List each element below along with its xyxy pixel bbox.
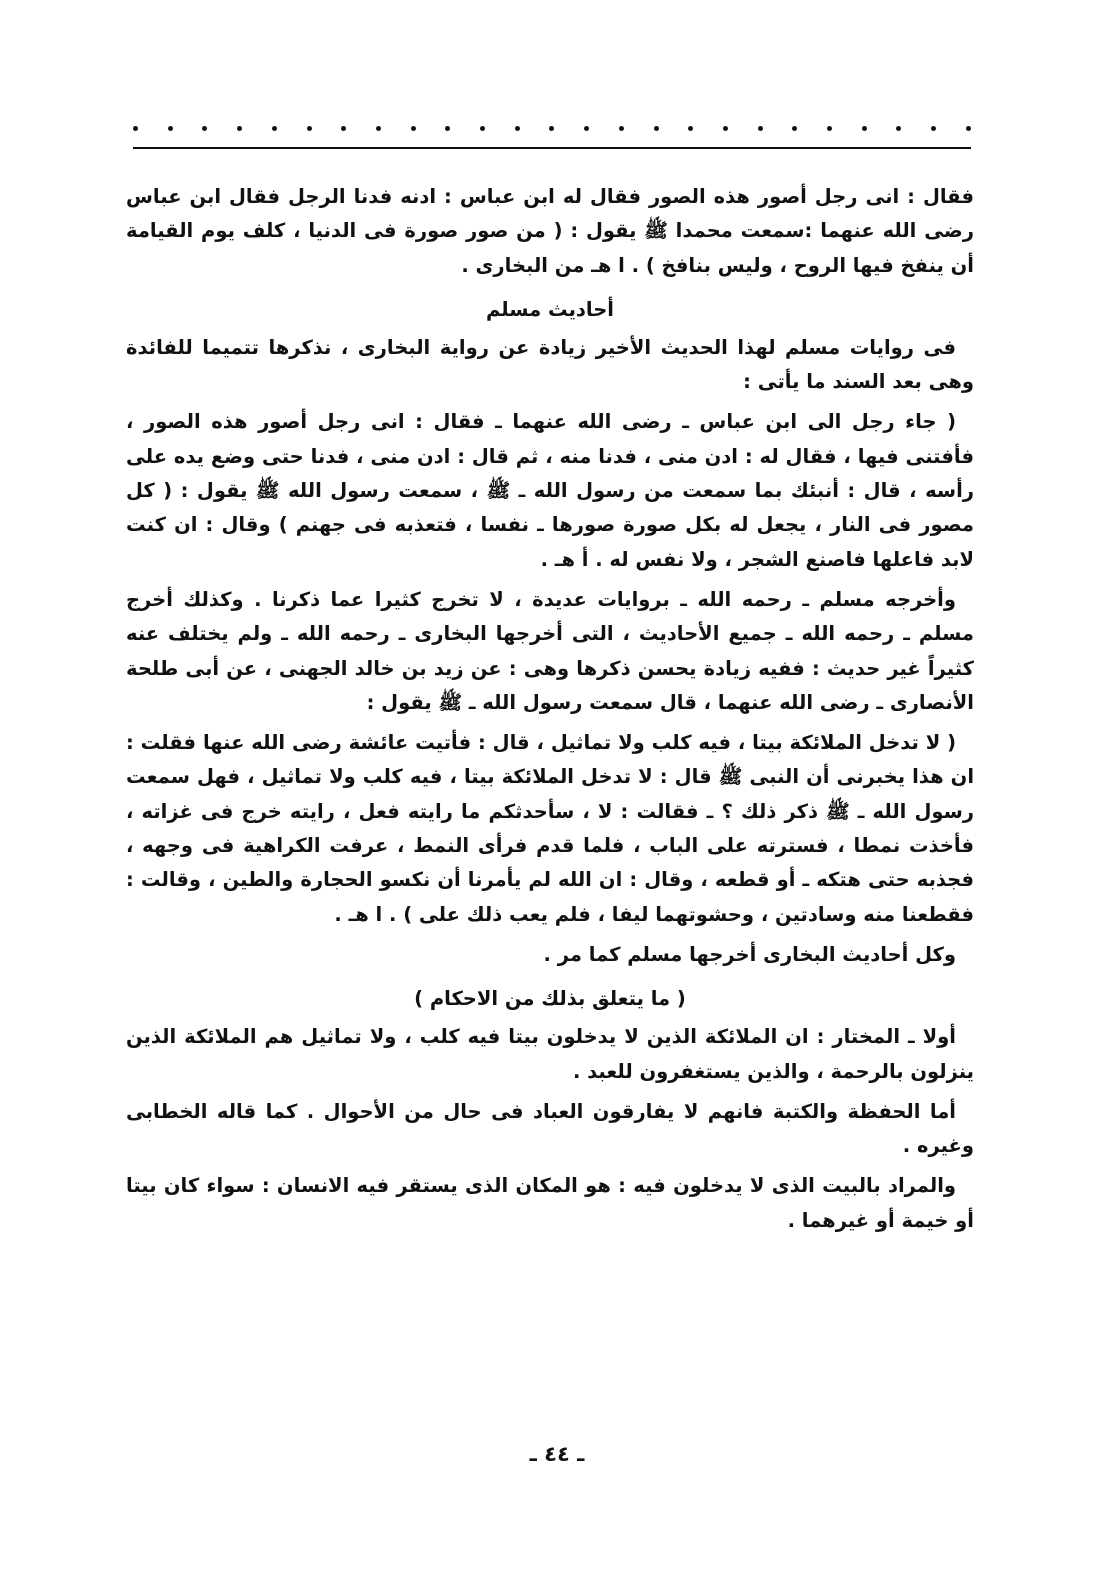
page-body (126, 180, 974, 1244)
paragraph-9: والمراد بالبيت الذى لا يدخلون فيه : هو المكان الذى يستقر فيه الانسان : سواء كان بيتا أو خيمة أو غيرهما . (126, 1174, 974, 1232)
paragraph-1: فقال : انى رجل أصور هذه الصور فقال له ابن عباس : ادنه فدنا الرجل فقال ابن عباس رضى الله عنهما :سمعت محمدا ﷺ يقول : ( من صور صورة فى الدنيا ، كلف يوم القيامة أن ينفخ فيها الروح ، وليس بنافخ ) . ا هـ من البخارى . (126, 185, 974, 277)
paragraph-8: أما الحفظة والكتبة فانهم لا يفارقون العباد فى حال من الأحوال . كما قاله الخطابى وغيره . (126, 1099, 974, 1158)
page-number: ـ ٤٤ ـ (529, 1442, 585, 1466)
paragraph-5: ( لا تدخل الملائكة بيتا ، فيه كلب ولا تماثيل ، قال : فأتيت عائشة رضى الله عنها فقلت : ان هذا يخبرنى أن النبى ﷺ قال : لا تدخل الملائكة بيتا ، فيه كلب ولا تماثيل ، فهل سمعت رسول الله ـ ﷺ ذكر ذلك ؟ ـ فقالت : لا ، سأحدثكم ما رايته فعل ، رايته خرج فى غزاته ، فأخذت نمطا ، فسترته على الباب ، فلما قدم فرأى النمط ، عرفت الكراهية فى وجهه ، فجذبه حتى هتكه ـ أو قطعه ، وقال : ان الله لم يأمرنا أن نكسو الحجارة والطين ، وقالت : فقطعنا منه وسادتين ، وحشوتهما ليفا ، فلم يعب ذلك على ) . ا هـ . (126, 731, 974, 926)
paragraph-6: وكل أحاديث البخارى أخرجها مسلم كما مر . (543, 942, 956, 966)
header-rule (133, 120, 971, 154)
paragraph-3: ( جاء رجل الى ابن عباس ـ رضى الله عنهما ـ فقال : انى رجل أصور هذه الصور ، فأفتنى فيها ، فقال له : ادن منى ، فدنا منه ، ثم قال : ادن منى ، فدنا حتى وضع يده على رأسه ، قال : أنبئك بما سمعت من رسول الله ـ ﷺ ، سمعت رسول الله ﷺ يقول : ( كل مصور فى النار ، يجعل له بكل صورة صورها ـ نفسا ، فتعذبه فى جهنم ) وقال : ان كنت لابد فاعلها فاصنع الشجر ، ولا نفس له . أ هـ . (126, 410, 974, 571)
dotted-border (133, 120, 971, 136)
section-heading-rulings: ( ما يتعلق بذلك من الاحكام ) (414, 987, 686, 1011)
header-line (133, 147, 971, 149)
paragraph-4: وأخرجه مسلم ـ رحمه الله ـ بروايات عديدة ، لا تخرج كثيرا عما ذكرنا . وكذلك أخرج مسلم ـ رحمه الله ـ جميع الأحاديث ، التى أخرجها البخارى ـ رحمه الله ـ ولم يختلف عنه كثيراً غير حديث : ففيه زيادة يحسن ذكرها وهى : عن زيد بن خالد الجهنى ، عن أبى طلحة الأنصارى ـ رضى الله عنهما ، قال سمعت رسول الله ـ ﷺ يقول : (126, 587, 974, 714)
paragraph-7: أولا ـ المختار : ان الملائكة الذين لا يدخلون بيتا فيه كلب ، ولا تماثيل هم الملائكة الذين ينزلون بالرحمة ، والذين يستغفرون للعبد . (126, 1025, 974, 1083)
section-heading-muslim: أحاديث مسلم (486, 297, 614, 321)
paragraph-2: فى روايات مسلم لهذا الحديث الأخير زيادة عن رواية البخارى ، نذكرها تتميما للفائدة وهى بعد السند ما يأتى : (126, 335, 974, 394)
